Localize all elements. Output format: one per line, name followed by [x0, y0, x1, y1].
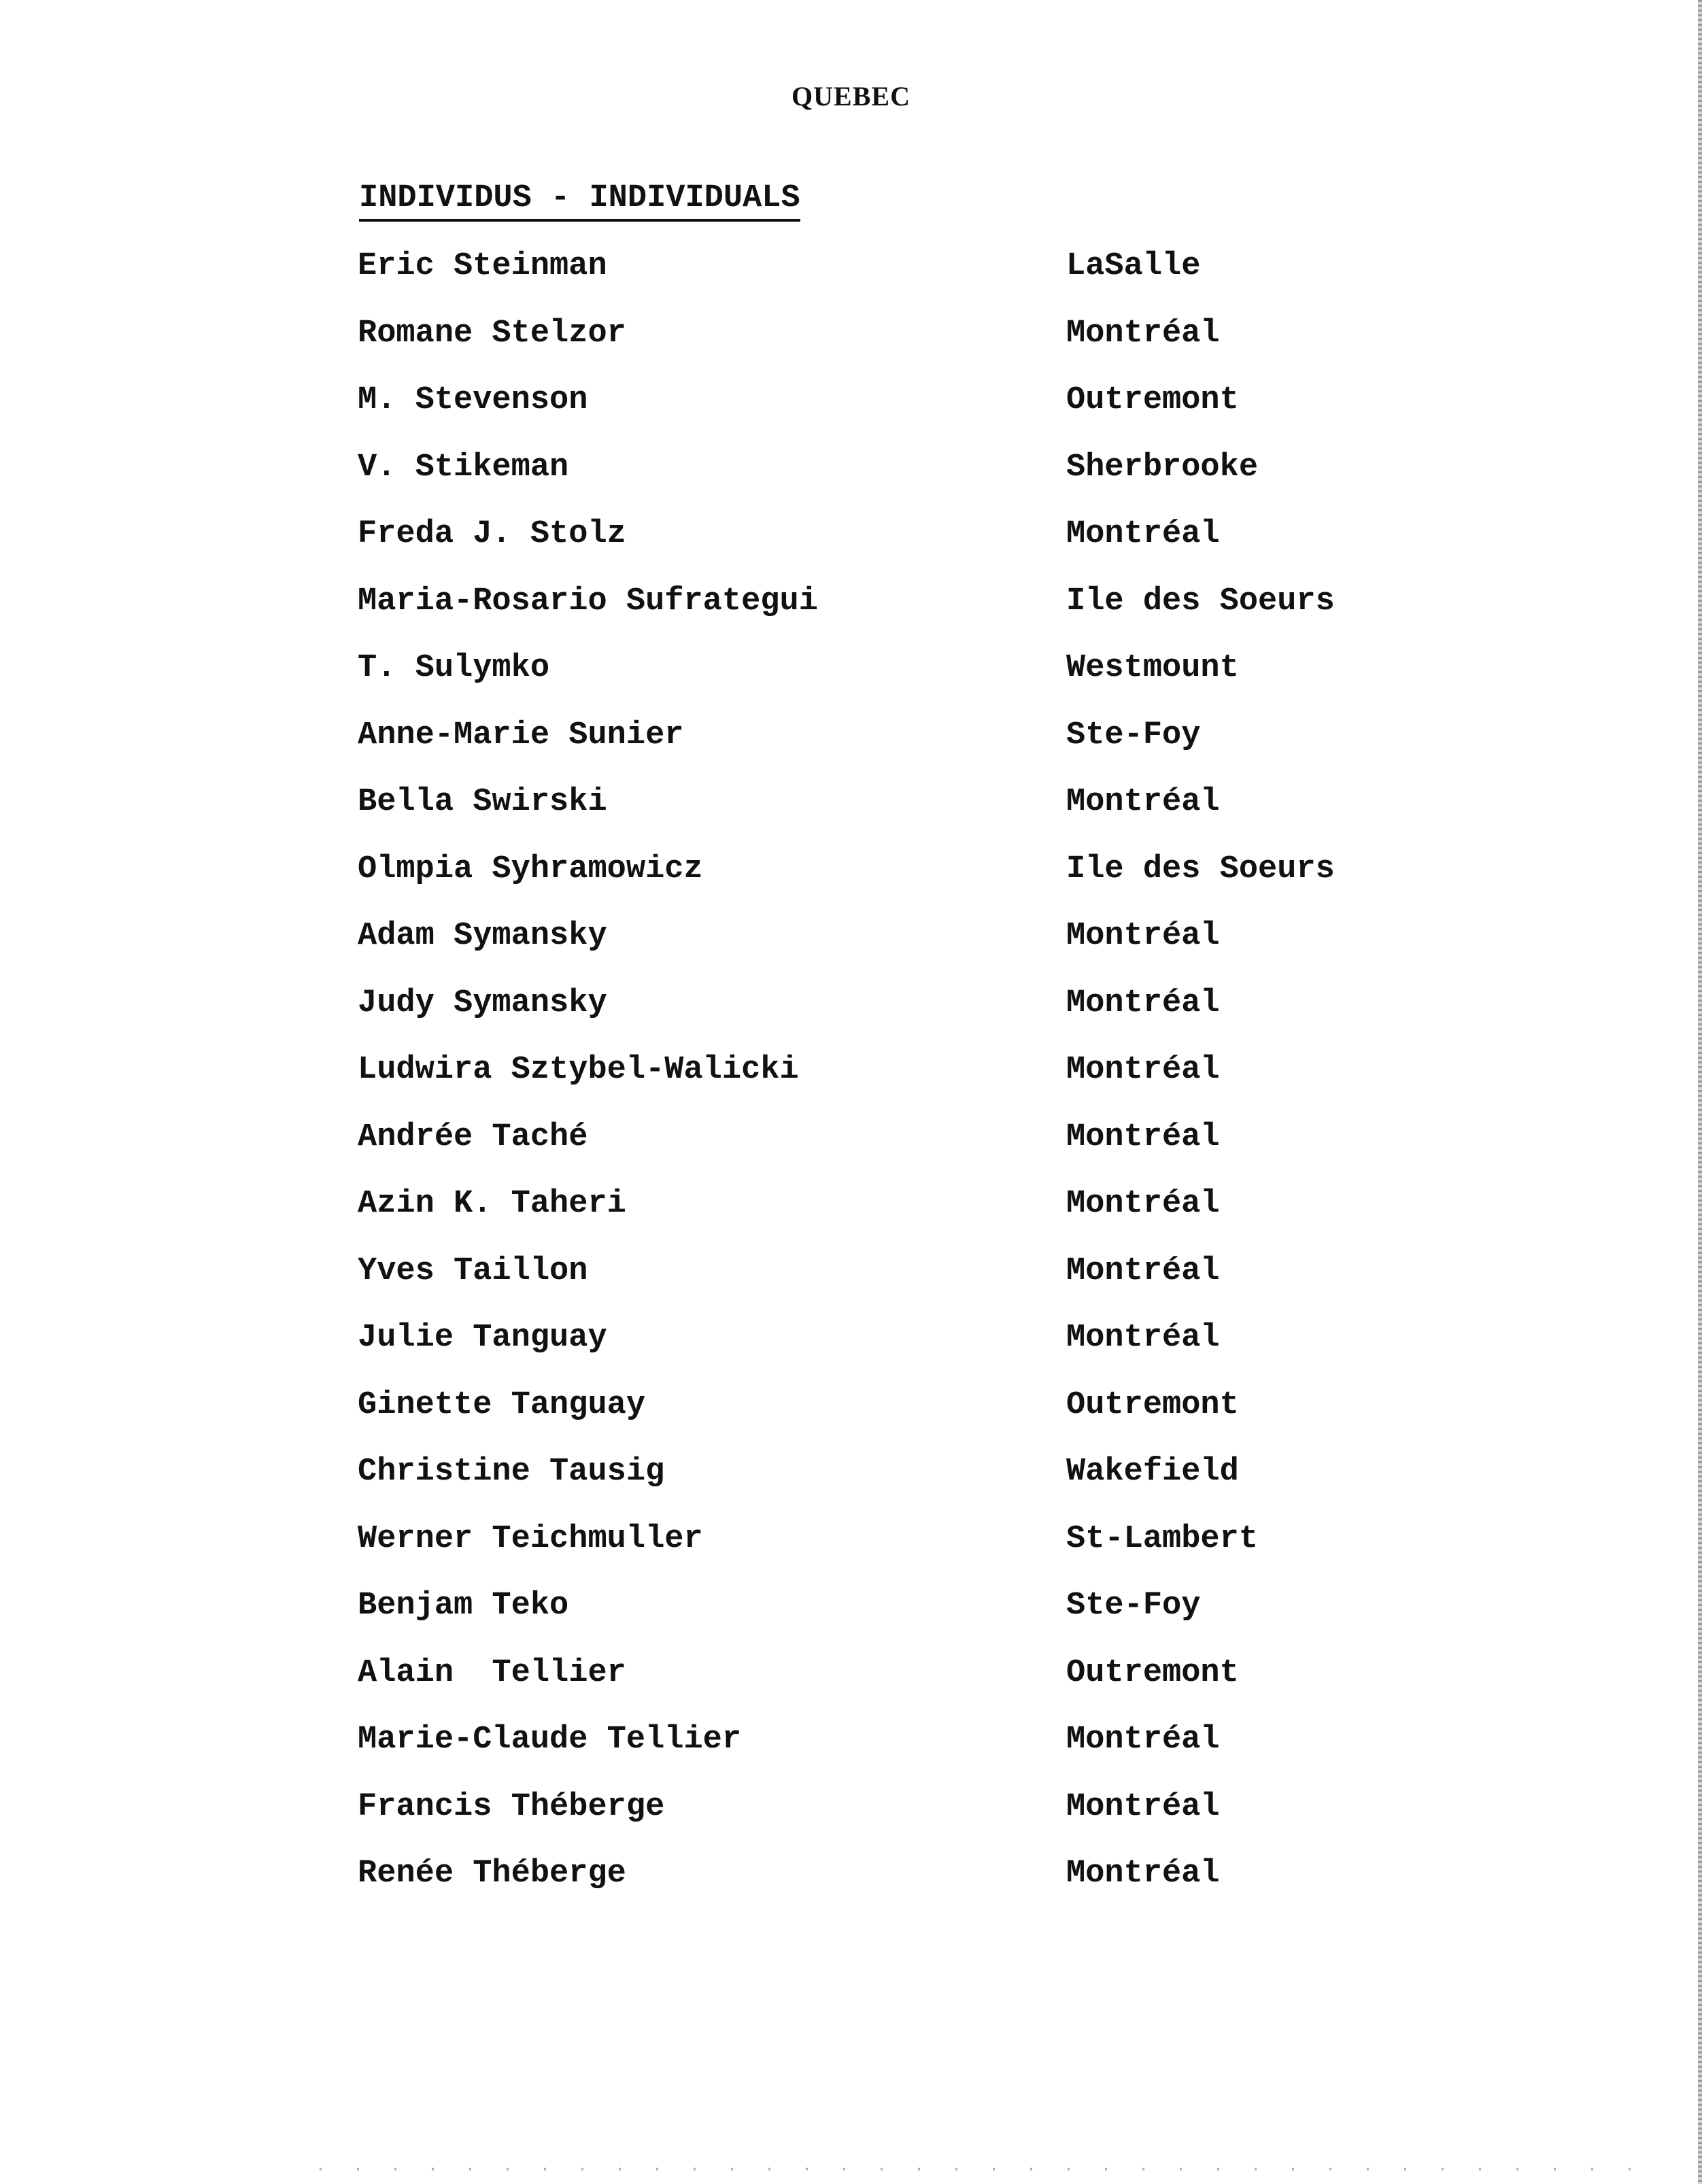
person-city: Montréal — [1066, 315, 1220, 352]
list-item — [0, 581, 1702, 649]
person-city: Montréal — [1066, 1052, 1220, 1088]
person-name: Freda J. Stolz — [358, 516, 626, 552]
list-item — [0, 1787, 1702, 1854]
person-city: Montréal — [1066, 1320, 1220, 1356]
person-name: Azin K. Taheri — [358, 1186, 626, 1222]
person-city: Ile des Soeurs — [1066, 851, 1335, 887]
person-city: Montréal — [1066, 1788, 1220, 1825]
list-item — [0, 1519, 1702, 1586]
list-item — [0, 1184, 1702, 1251]
list-item — [0, 715, 1702, 783]
person-name: Francis Théberge — [358, 1788, 665, 1825]
list-item — [0, 1854, 1702, 1921]
person-city: Sherbrooke — [1066, 449, 1259, 485]
person-name: Christine Tausig — [358, 1454, 665, 1490]
person-city: St-Lambert — [1066, 1520, 1259, 1557]
scan-edge — [1698, 0, 1702, 2184]
list-item — [0, 313, 1702, 381]
list-item — [0, 916, 1702, 983]
person-name: Olmpia Syhramowicz — [358, 851, 703, 887]
person-name: T. Sulymko — [358, 650, 550, 686]
list-item — [0, 514, 1702, 581]
person-city: Westmount — [1066, 650, 1239, 686]
list-item — [0, 1720, 1702, 1787]
person-city: LaSalle — [1066, 248, 1201, 284]
section-heading: INDIVIDUS - INDIVIDUALS — [359, 180, 800, 222]
person-city: Outremont — [1066, 382, 1239, 418]
page-title: QUEBEC — [792, 81, 910, 112]
individuals-list — [0, 246, 1702, 1921]
person-city: Wakefield — [1066, 1454, 1239, 1490]
list-item — [0, 1452, 1702, 1519]
person-city: Montréal — [1066, 1722, 1220, 1758]
list-item — [0, 1653, 1702, 1720]
person-city: Montréal — [1066, 1252, 1220, 1289]
person-city: Montréal — [1066, 784, 1220, 820]
person-name: Eric Steinman — [358, 248, 607, 284]
person-name: Werner Teichmuller — [358, 1520, 703, 1557]
person-name: Benjam Teko — [358, 1588, 569, 1624]
person-city: Outremont — [1066, 1654, 1239, 1691]
person-name: Alain Tellier — [358, 1654, 626, 1691]
list-item — [0, 447, 1702, 515]
person-name: V. Stikeman — [358, 449, 569, 485]
person-name: Andrée Taché — [358, 1119, 588, 1155]
person-name: Ludwira Sztybel-Walicki — [358, 1052, 799, 1088]
person-name: Adam Symansky — [358, 918, 607, 954]
person-name: Marie-Claude Tellier — [358, 1722, 742, 1758]
list-item — [0, 849, 1702, 917]
person-city: Ile des Soeurs — [1066, 583, 1335, 619]
list-item — [0, 380, 1702, 447]
list-item — [0, 1318, 1702, 1385]
person-name: Julie Tanguay — [358, 1320, 607, 1356]
person-name: Judy Symansky — [358, 985, 607, 1021]
person-city: Outremont — [1066, 1386, 1239, 1423]
list-item — [0, 648, 1702, 715]
person-name: Yves Taillon — [358, 1252, 588, 1289]
list-item — [0, 1385, 1702, 1452]
person-name: Romane Stelzor — [358, 315, 626, 352]
list-item — [0, 1586, 1702, 1653]
person-name: M. Stevenson — [358, 382, 588, 418]
list-item — [0, 246, 1702, 313]
person-city: Montréal — [1066, 918, 1220, 954]
list-item — [0, 1117, 1702, 1184]
person-name: Bella Swirski — [358, 784, 607, 820]
person-city: Montréal — [1066, 985, 1220, 1021]
person-name: Anne-Marie Sunier — [358, 717, 684, 753]
list-item — [0, 782, 1702, 849]
scan-noise — [320, 2168, 1652, 2170]
person-name: Renée Théberge — [358, 1856, 626, 1892]
person-city: Montréal — [1066, 1186, 1220, 1222]
person-name: Ginette Tanguay — [358, 1386, 646, 1423]
list-item — [0, 1251, 1702, 1318]
person-name: Maria-Rosario Sufrategui — [358, 583, 818, 619]
person-city: Montréal — [1066, 516, 1220, 552]
list-item — [0, 1050, 1702, 1117]
person-city: Montréal — [1066, 1119, 1220, 1155]
person-city: Ste-Foy — [1066, 717, 1201, 753]
person-city: Montréal — [1066, 1856, 1220, 1892]
person-city: Ste-Foy — [1066, 1588, 1201, 1624]
list-item — [0, 983, 1702, 1051]
